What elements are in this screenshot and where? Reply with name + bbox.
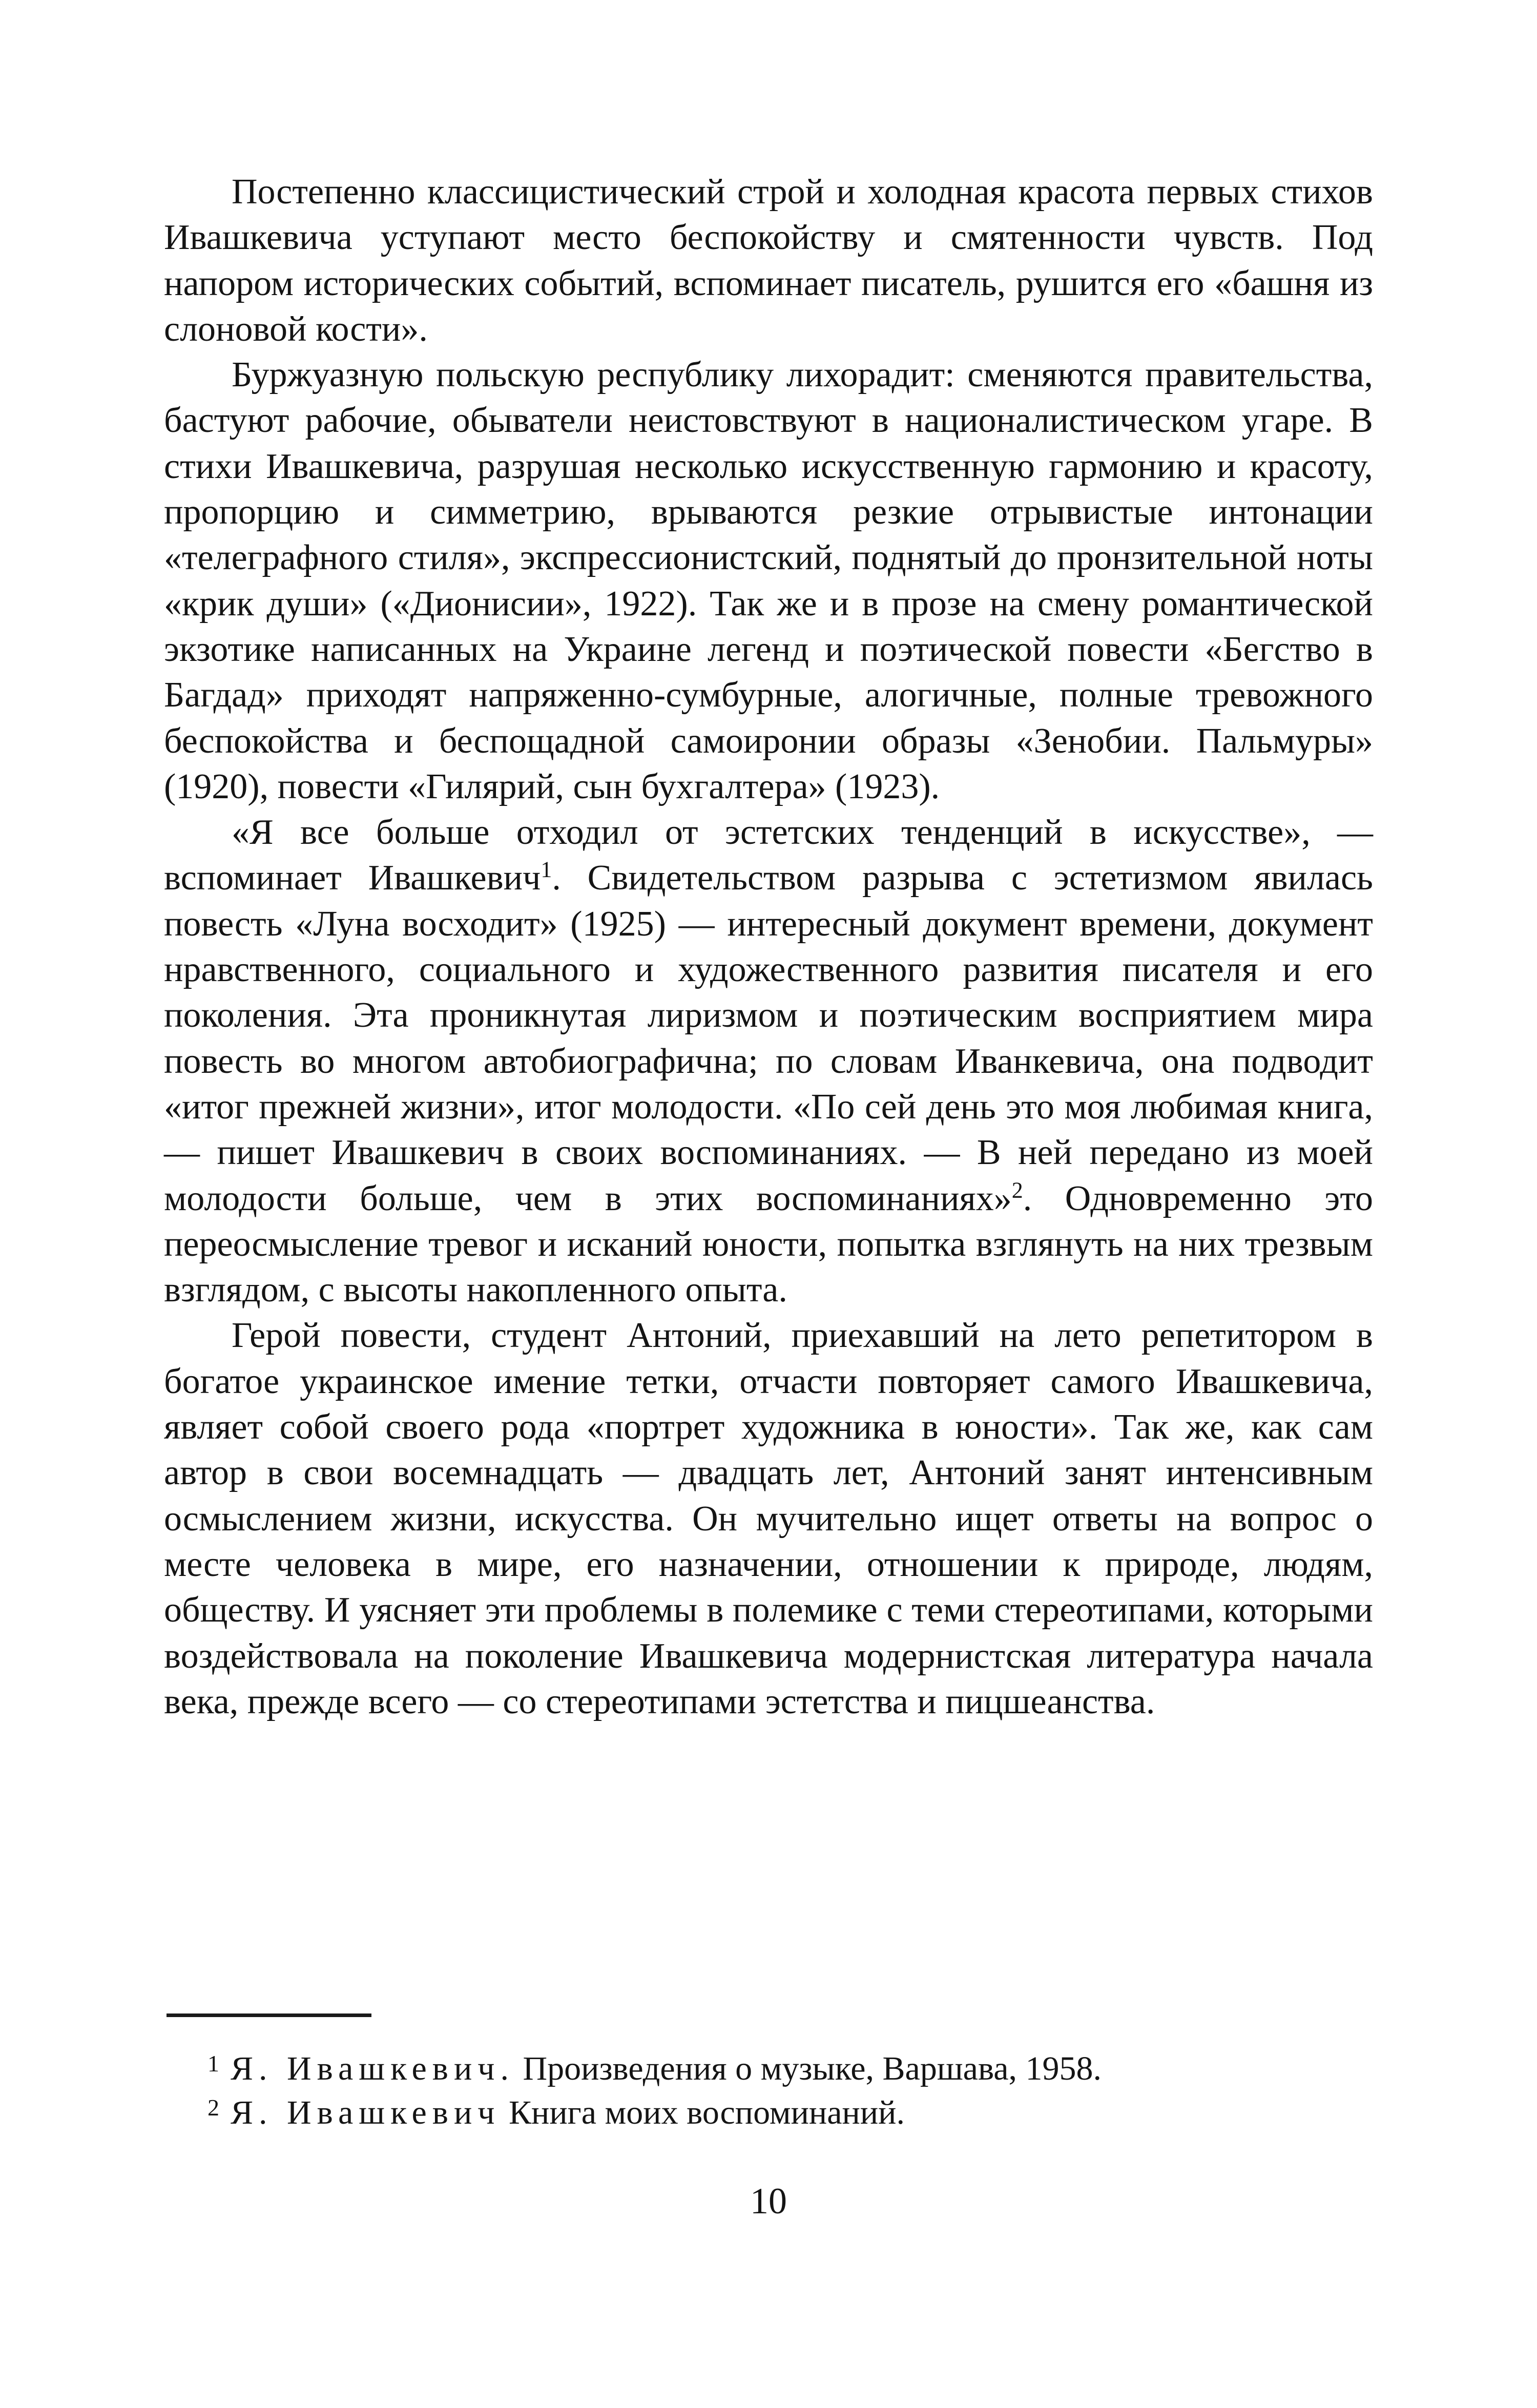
- paragraph-3-part-2: . Свидетельством разрыва с эстетизмом явилась повесть «Луна восходит» (1925) — интересный документ времени, документ нравственного, социального и художественного развития писателя и его поколения. Эта проникнутая лиризмом и поэтическим восприятием мира повесть во многом автобиографична; по словам Иванкевича, она подводит «итог прежней жизни», итог молодости. «По сей день это моя любимая книга, — пишет Ивашкевич в своих воспоминаниях. — В ней передано из моей молодости больше, чем в этих воспоминаниях»: [164, 858, 1373, 1218]
- paragraph-1: Постепенно классицистический строй и холодная красота первых стихов Ивашкевича уступают место беспокойству и смятенности чувств. Под напором исторических событий, вспоминает писатель, рушится его «башня из слоновой кости».: [164, 172, 1373, 349]
- paragraph-3-part-3: . Одновременно это переосмысление тревог и исканий юности, попытка взглянуть на них трезвым взглядом, с высоты накопленного опыта.: [164, 1178, 1374, 1310]
- footnotes: [164, 2047, 1373, 2135]
- paragraph-3: [164, 809, 1373, 1313]
- footnote-ref-2: 2: [1011, 1177, 1023, 1203]
- footnote-mark: 2: [207, 2094, 219, 2121]
- main-text: [164, 169, 1373, 1725]
- footnote-separator: [167, 2013, 371, 2017]
- footnote-1: [164, 2047, 1373, 2091]
- page-number: 10: [750, 2181, 787, 2222]
- paragraph-2: Буржуазную польскую республику лихорадит: сменяются правительства, бастуют рабочие, обыватели неистовствуют в националистическом угаре. В стихи Ивашкевича, разрушая несколько искусственную гармонию и красоту, пропорцию и симметрию, врываются резкие отрывистые интонации «телеграфного стиля», экспрессионистский, поднятый до пронзительной ноты «крик души» («Дионисии», 1922). Так же и в прозе на смену романтической экзотике написанных на Украине легенд и поэтической повести «Бегство в Багдад» приходят напряженно-сумбурные, алогичные, полные тревожного беспокойства и беспощадной самоиронии образы «Зенобии. Пальмуры» (1920), повести «Гилярий, сын бухгалтера» (1923).: [164, 355, 1373, 806]
- paragraph-3-part-1: «Я все больше отходил от эстетских тенденций в искусстве», — вспоминает Ивашкевич: [164, 813, 1373, 898]
- footnote-ref-1: 1: [541, 857, 552, 883]
- footnote-author: Я. Ивашкевич: [231, 2094, 501, 2131]
- footnote-text: Книга моих воспоминаний.: [509, 2094, 905, 2131]
- footnote-author: Я. Ивашкевич.: [231, 2050, 514, 2087]
- footnote-text: Произведения о музыке, Варшава, 1958.: [523, 2050, 1102, 2087]
- paragraph-4: Герой повести, студент Антоний, приехавший на лето репетитором в богатое украинское имение тетки, отчасти повторяет самого Ивашкевича, являет собой своего рода «портрет художника в юности». Так же, как сам автор в свои восемнадцать — двадцать лет, Антоний занят интенсивным осмыслением жизни, искусства. Он мучительно ищет ответы на вопрос о месте человека в мире, его назначении, отношении к природе, людям, обществу. И уясняет эти проблемы в полемике с теми стереотипами, которыми воздействовала на поколение Ивашкевича модернистская литература начала века, прежде всего — со стереотипами эстетства и пицшеанства.: [164, 1316, 1373, 1721]
- footnote-2: [164, 2091, 1373, 2135]
- footnote-mark: 1: [207, 2050, 219, 2077]
